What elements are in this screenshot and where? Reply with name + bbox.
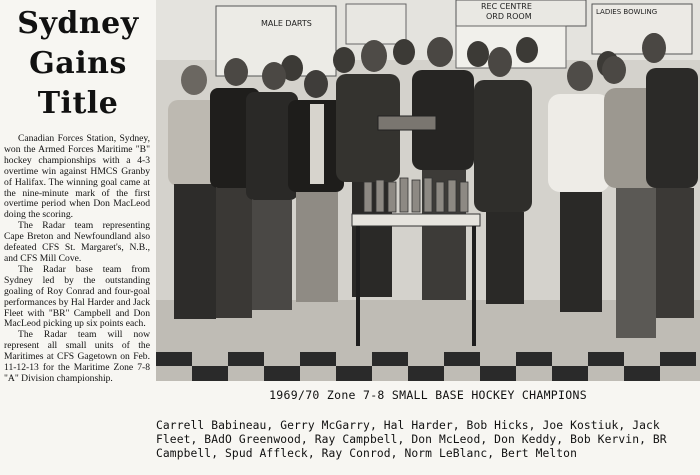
caption-title: 1969/70 Zone 7-8 SMALL BASE HOCKEY CHAMPIONS <box>269 388 587 402</box>
team-photo <box>156 0 700 381</box>
article-paragraph: The Radar team will now represent all small units of the Maritimes at CFS Gagetown on Feb. 11-12-13 for the Maritime Zone 7-8 "A" Division championship. <box>4 329 150 384</box>
headline-line: Title <box>37 86 119 121</box>
article-paragraph: The Radar team representing Cape Breton and Newfoundland also defeated CFS St. Margaret's, N.B., and CFS Mill Cove. <box>4 220 150 264</box>
bowling-sign: LADIES BOWLING <box>596 8 658 16</box>
headline-line: Gains <box>29 46 127 81</box>
article-paragraph: Canadian Forces Station, Sydney, won the Armed Forces Maritime "B" hockey championships with a 4-3 overtime win against HMCS Granby of Halifax. The winning goal came at the nine-minute mark of the first overtime period when Don MacLeod doing the scoring. <box>4 133 150 221</box>
ord-room-sign: ORD ROOM <box>486 12 532 21</box>
headline <box>4 4 152 124</box>
headline-line: Sydney <box>17 6 139 41</box>
player-names: Carrell Babineau, Gerry McGarry, Hal Harder, Bob Hicks, Joe Kostiuk, Jack Fleet, BAdO Greenwood, Ray Campbell, Don McLeod, Don Keddy, Bob Kervin, BR Campbell, Spud Affleck, Ray Conrod, Norm LeBlanc, Bert Melton <box>156 419 667 460</box>
rec-centre-sign: REC CENTRE <box>481 2 532 11</box>
team-photo-illustration <box>156 0 700 381</box>
article-body <box>4 134 150 385</box>
article-paragraph: The Radar base team from Sydney led by the outstanding goaling of Roy Conrad and four-goal performances by Hal Harder and Jack Fleet with "BR" Campbell and Don MacLeod picking up six points each. <box>4 263 150 330</box>
darts-sign: MALE DARTS <box>261 19 312 28</box>
